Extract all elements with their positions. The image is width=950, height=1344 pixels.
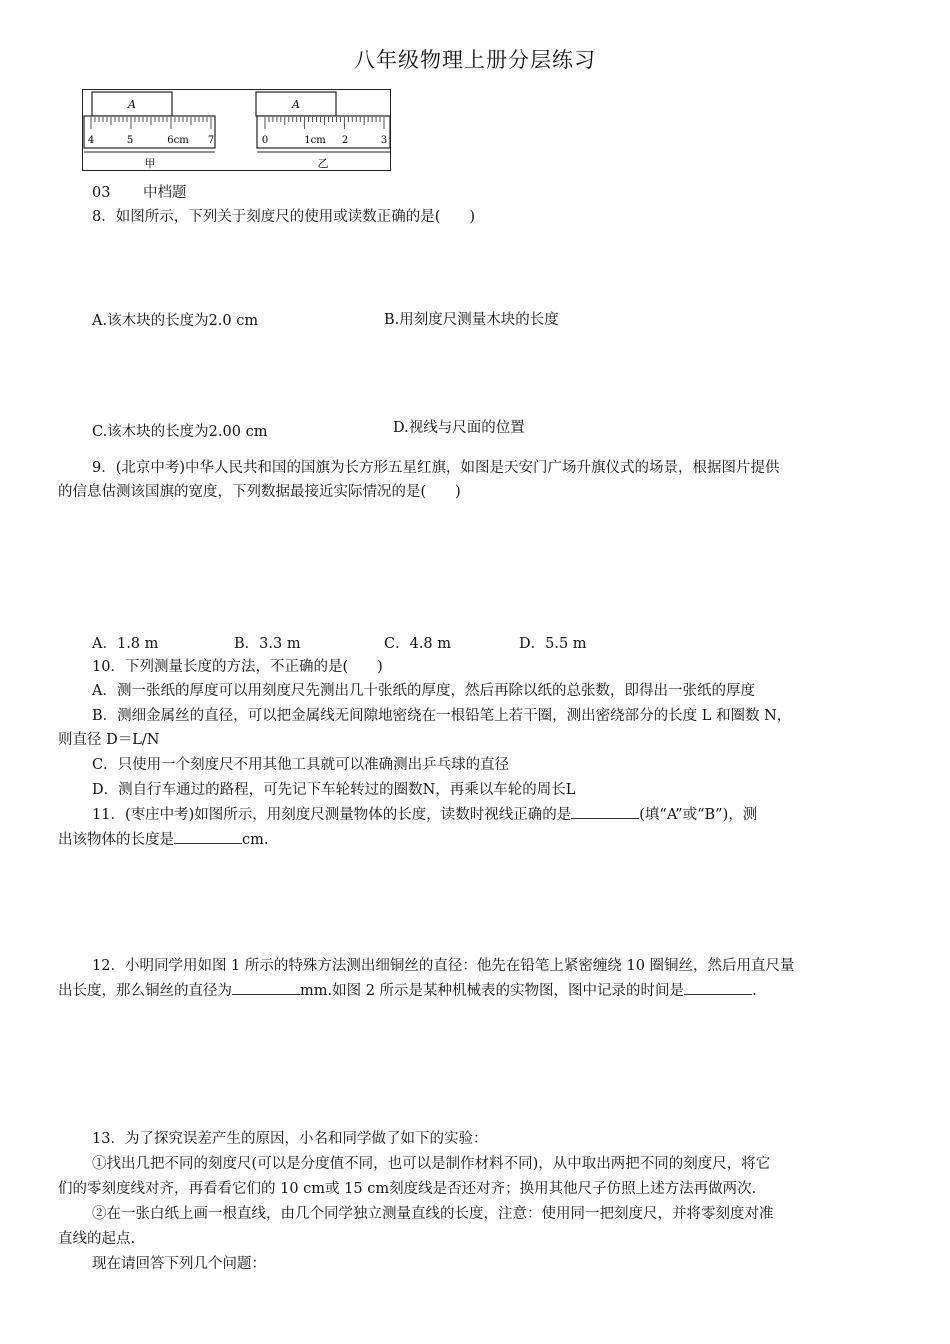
q10-option-a: A．测一张纸的厚度可以用刻度尺先测出几十张纸的厚度，然后再除以纸的总张数，即得出一张纸的厚度 xyxy=(92,683,755,699)
q9-line-1: 9．(北京中考)中华人民共和国的国旗为长方形五星红旗，如图是天安门广场升旗仪式的场景，根据图片提供 xyxy=(92,460,780,476)
q13-prompt: 现在请回答下列几个问题： xyxy=(92,1256,266,1272)
tick-label-right-1: 1cm xyxy=(304,135,326,146)
q13-stem: 13．为了探究误差产生的原因，小名和同学做了如下的实验： xyxy=(92,1131,488,1147)
q11-line-2 xyxy=(58,829,268,851)
q8-option-b: B.用刻度尺测量木块的长度 xyxy=(384,312,559,328)
q12-text-2a: 出长度，那么铜丝的直径为 xyxy=(58,983,232,999)
q12-line-1: 12．小明同学用如图 1 所示的特殊方法测出细铜丝的直径：他先在铅笔上紧密缠绕 10 圈铜丝，然后用直尺量 xyxy=(92,958,795,974)
q9-option-d: D．5.5 m xyxy=(519,636,587,652)
q13-step-2-line-1: ②在一张白纸上画一根直线，由几个同学独立测量直线的长度，注意：使用同一把刻度尺，并将零刻度对准 xyxy=(92,1206,774,1222)
q11-line-1 xyxy=(92,804,757,826)
tick-label-left-1: 5 xyxy=(126,135,134,146)
page-title: 八年级物理上册分层练习 xyxy=(354,48,596,72)
q9-line-2: 的信息估测该国旗的宽度，下列数据最接近实际情况的是( ) xyxy=(58,484,461,500)
section-number: 03 xyxy=(92,185,111,201)
q11-text-2b: cm. xyxy=(242,832,269,848)
q8-option-d: D.视线与尺面的位置 xyxy=(393,420,525,436)
q12-blank-time[interactable] xyxy=(684,980,752,995)
q10-option-b-line-2: 则直径 D＝L/N xyxy=(58,732,160,748)
tick-label-right-2: 2 xyxy=(341,135,349,146)
q13-step-2-line-2: 直线的起点. xyxy=(58,1231,136,1247)
q10-option-d: D．测自行车通过的路程，可先记下车轮转过的圈数N，再乘以车轮的周长L xyxy=(92,782,576,798)
q9-option-b: B．3.3 m xyxy=(234,636,301,652)
q11-text-1a: 11．(枣庄中考)如图所示，用刻度尺测量物体的长度，读数时视线正确的是 xyxy=(92,807,572,823)
section-name: 中档题 xyxy=(143,185,187,201)
block-right-label: A xyxy=(292,98,300,111)
q12-text-2c: . xyxy=(752,983,757,999)
ruler-figure xyxy=(82,89,392,171)
q8-option-a: A.该木块的长度为2.0 cm xyxy=(92,313,259,329)
tick-label-left-2: 6cm xyxy=(167,135,189,146)
tick-label-left-0: 4 xyxy=(87,135,95,146)
tick-label-right-0: 0 xyxy=(261,135,269,146)
caption-left: 甲 xyxy=(144,157,156,170)
q8-stem: 8．如图所示，下列关于刻度尺的使用或读数正确的是( ) xyxy=(92,209,476,225)
q13-step-1-line-2: 们的零刻度线对齐，再看看它们的 10 cm或 15 cm刻度线是否还对齐；换用其他尺子仿照上述方法再做两次. xyxy=(58,1181,757,1197)
q9-option-c: C．4.8 m xyxy=(384,636,452,652)
tick-label-left-3: 7 xyxy=(207,135,215,146)
q9-option-a: A．1.8 m xyxy=(92,636,159,652)
q12-blank-diameter[interactable] xyxy=(232,980,300,995)
q11-blank-sightline[interactable] xyxy=(571,804,639,819)
q11-text-2a: 出该物体的长度是 xyxy=(58,832,174,848)
q11-text-1b: (填“A”或“B”)，测 xyxy=(639,807,758,823)
q12-line-2 xyxy=(58,980,757,1002)
q10-option-c: C．只使用一个刻度尺不用其他工具就可以准确测出乒乓球的直径 xyxy=(92,757,510,773)
tick-label-right-3: 3 xyxy=(380,135,388,146)
q12-text-2b: mm.如图 2 所示是某种机械表的实物图，图中记录的时间是 xyxy=(300,983,685,999)
q8-option-c: C.该木块的长度为2.00 cm xyxy=(92,424,268,440)
q10-option-b-line-1: B．测细金属丝的直径，可以把金属线无间隙地密绕在一根铅笔上若干圈，测出密绕部分的长度 L 和圈数 N， xyxy=(92,708,792,724)
q11-blank-length[interactable] xyxy=(174,829,242,844)
block-left-label: A xyxy=(128,98,136,111)
q13-step-1-line-1: ①找出几把不同的刻度尺(可以是分度值不同，也可以是制作材料不同)，从中取出两把不同的刻度尺，将它 xyxy=(92,1156,771,1172)
q10-stem: 10．下列测量长度的方法，不正确的是( ) xyxy=(92,659,383,675)
caption-right: 乙 xyxy=(317,157,329,170)
